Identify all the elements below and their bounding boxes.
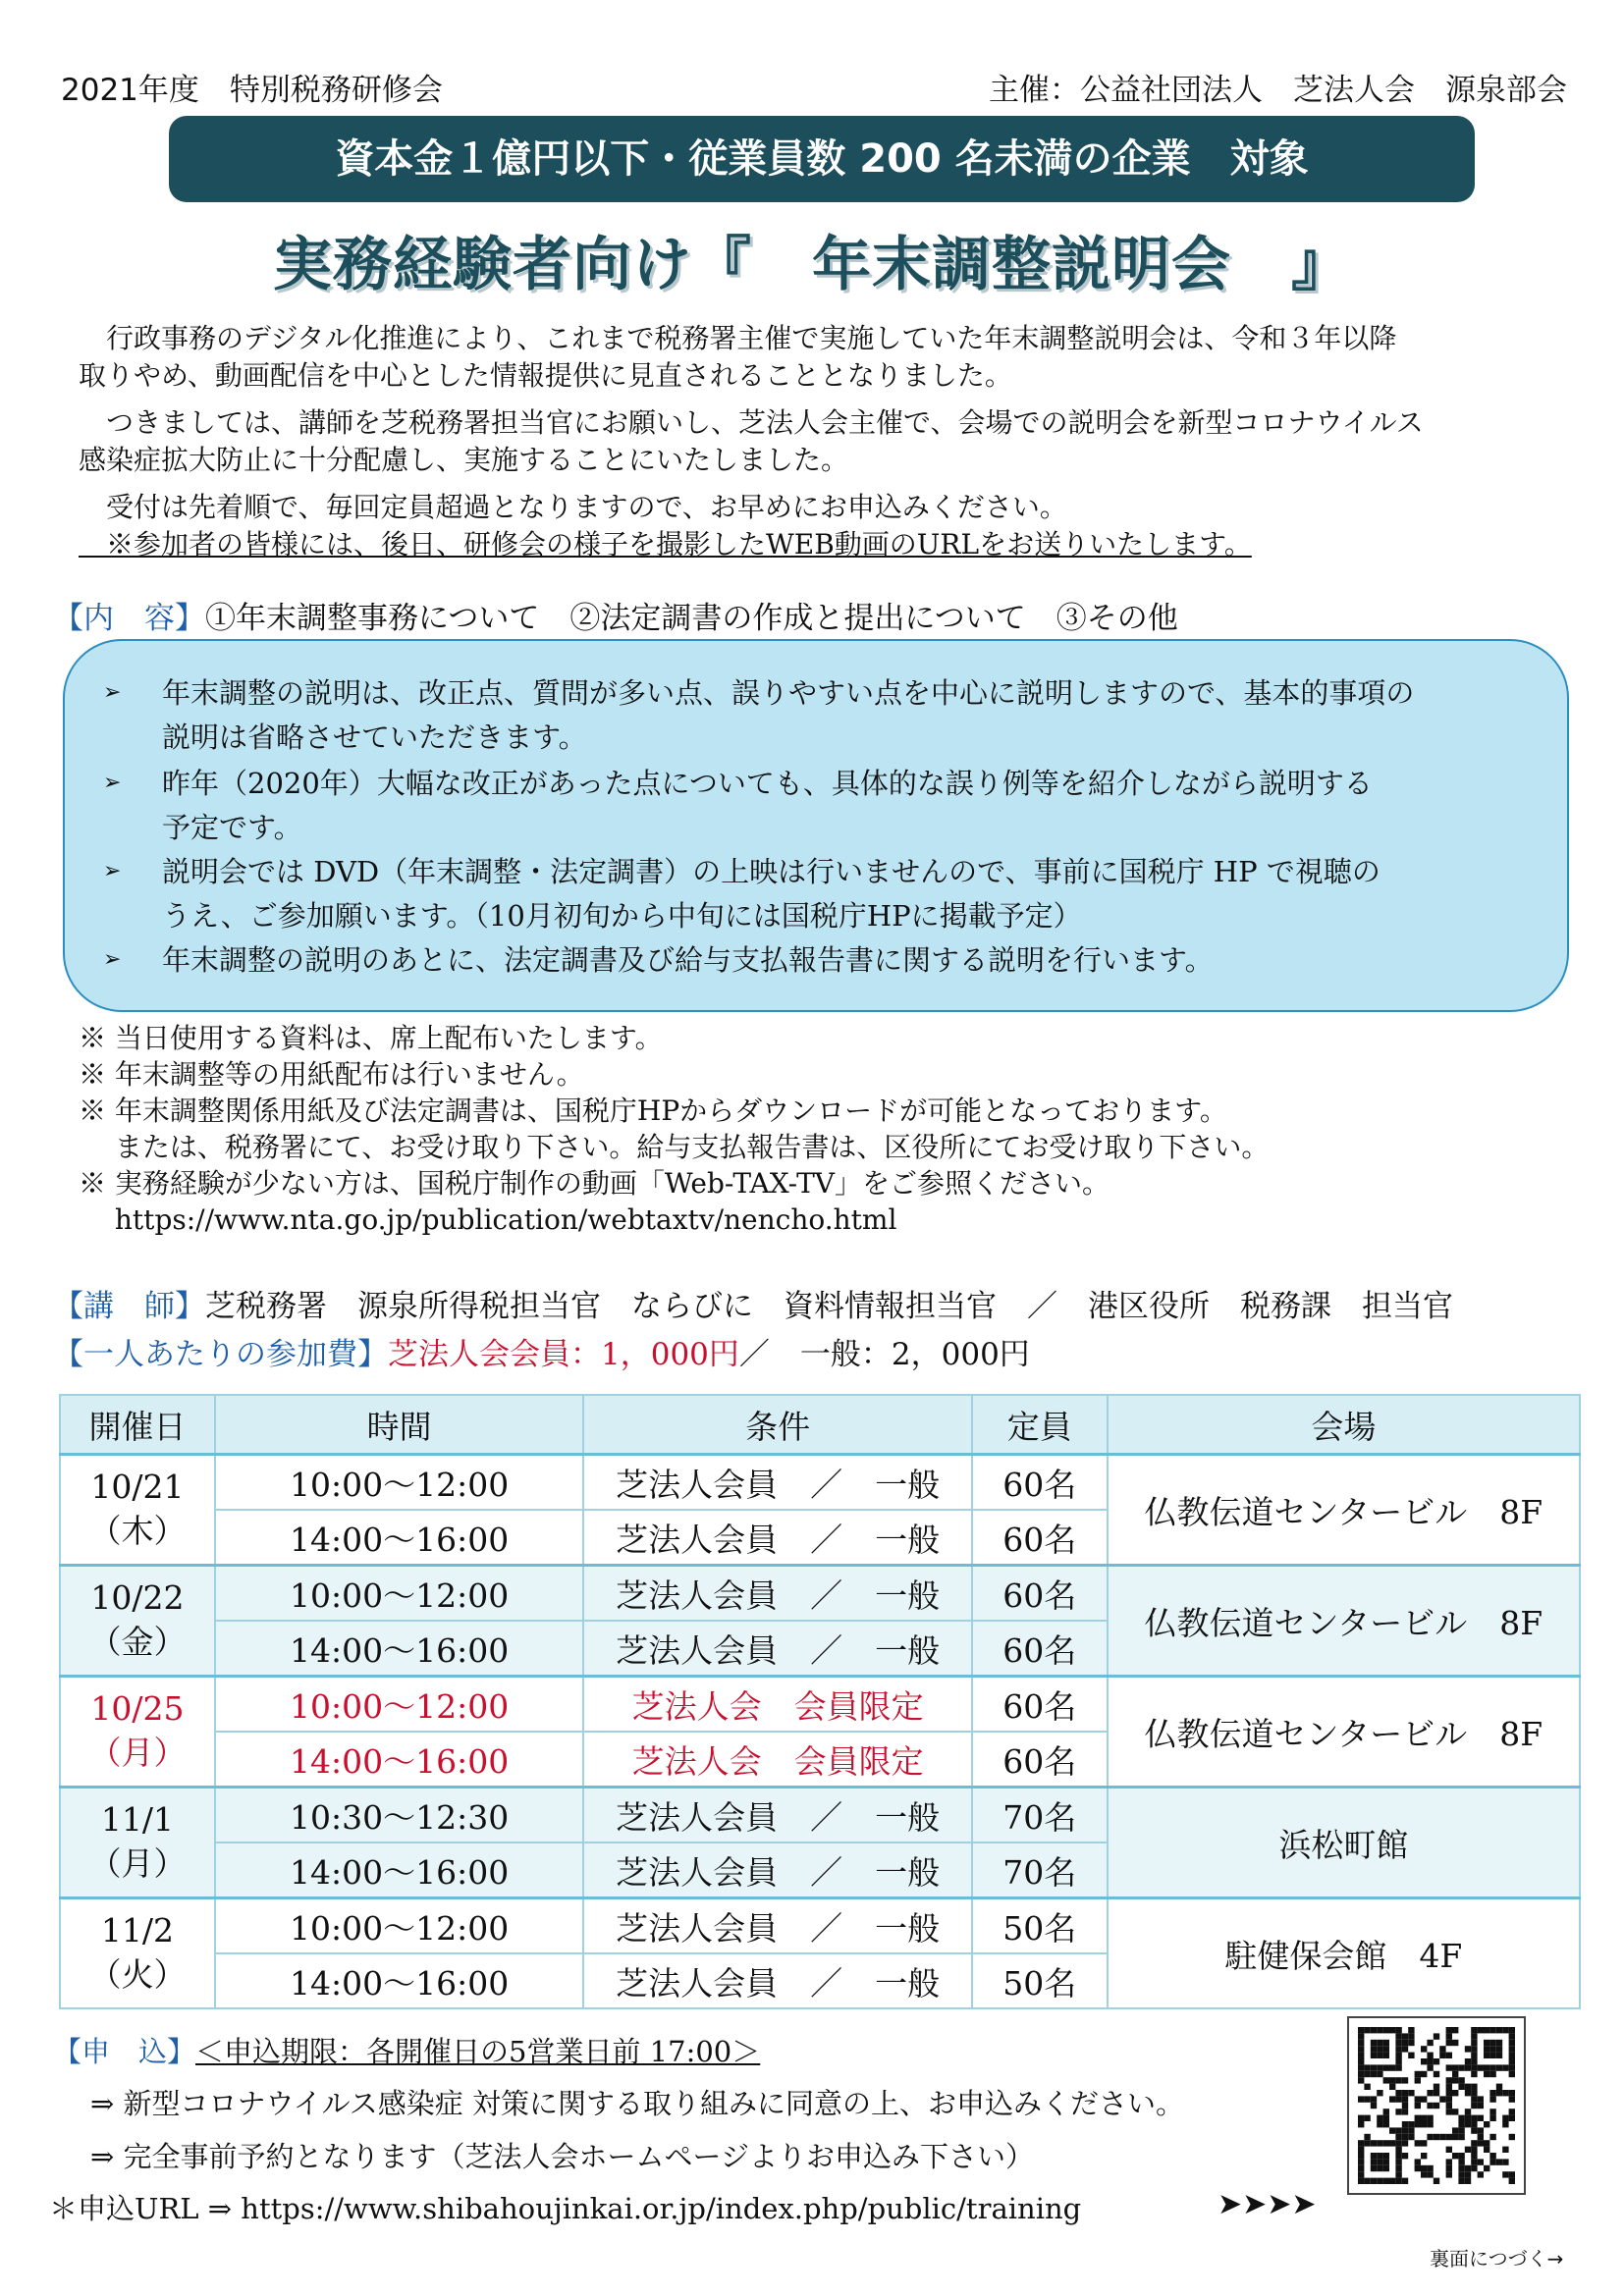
fee-member: 芝法人会会員：1，000円 (388, 1337, 739, 1372)
apply-instruction: ⇒ 完全事前予約となります（芝法人会ホームページよりお申込み下さい） (90, 2140, 1034, 2173)
intro-line: ※参加者の皆様には、後日、研修会の様子を撮影したWEB動画のURLをお送りいたします。 (79, 528, 1252, 561)
qr-code-graphic (1349, 2018, 1524, 2193)
condition-cell: 芝法人会員 ／ 一般 (583, 1510, 971, 1566)
bullet-text: 説明は省略させていただきます。 (162, 721, 587, 754)
fee-general: ／ 一般：2，000円 (738, 1337, 1030, 1372)
time-cell: 10:00～12:00 (215, 1566, 584, 1622)
capacity-cell: 60名 (972, 1566, 1108, 1622)
apply-instruction: ⇒ 新型コロナウイルス感染症 対策に関する取り組みに同意の上、お申込みください。 (90, 2087, 1184, 2120)
day-of-week: （金） (88, 1623, 187, 1661)
table-row (60, 1566, 1580, 1622)
capacity-cell: 60名 (972, 1677, 1108, 1733)
capacity-cell: 60名 (972, 1510, 1108, 1566)
bullet-text: 年末調整の説明のあとに、法定調書及び給与支払報告書に関する説明を行います。 (162, 943, 1214, 977)
fee-line (53, 1329, 1030, 1373)
note-url[interactable]: https://www.nta.go.jp/publication/webtaxtv/nencho.html (79, 1203, 897, 1236)
day-of-week: （火） (88, 1955, 187, 1994)
table-row (60, 1898, 1580, 1954)
condition-cell: 芝法人会員 ／ 一般 (583, 1566, 971, 1622)
day-of-week: （月） (88, 1844, 187, 1883)
bullet-text: うえ、ご参加願います。（10月初旬から中旬には国税庁HPに掲載予定） (162, 899, 1082, 933)
date-cell (60, 1677, 215, 1788)
lecturer-line (53, 1281, 1453, 1325)
condition-cell: 芝法人会員 ／ 一般 (583, 1898, 971, 1954)
venue-cell: 仏教伝道センタービル 8F (1108, 1566, 1580, 1677)
column-header: 時間 (215, 1395, 584, 1455)
bullet-text: 説明会では DVD（年末調整・法定調書）の上映は行いませんので、事前に国税庁 HP で視聴の (162, 855, 1380, 888)
note-line: ※ 年末調整等の用紙配布は行いません。 (79, 1058, 584, 1091)
date-cell (60, 1898, 215, 2009)
schedule-table (59, 1394, 1581, 2009)
capacity-cell: 50名 (972, 1953, 1108, 2008)
time-cell: 14:00～16:00 (215, 1732, 584, 1788)
apply-deadline: ＜申込期限：各開催日の5営業日前 17:00＞ (195, 2035, 761, 2068)
condition-cell: 芝法人会員 ／ 一般 (583, 1953, 971, 2008)
capacity-cell: 60名 (972, 1732, 1108, 1788)
arrows-decoration: ➤➤➤➤ (1218, 2187, 1317, 2221)
bullet-marker-icon: ➢ (103, 859, 122, 883)
content-text: ①年末調整事務について ②法定調書の作成と提出について ③その他 (205, 601, 1178, 636)
continued-on-back: 裏面につづく→ (1430, 2247, 1564, 2270)
capacity-cell: 60名 (972, 1455, 1108, 1511)
condition-cell: 芝法人会員 ／ 一般 (583, 1621, 971, 1677)
condition-cell: 芝法人会員 ／ 一般 (583, 1842, 971, 1898)
intro-line: つきましては、講師を芝税務署担当官にお願いし、芝法人会主催で、会場での説明会を新型コロナウイルス (79, 406, 1424, 439)
table-row (60, 1455, 1580, 1511)
bullet-marker-icon: ➢ (103, 771, 122, 795)
time-cell: 10:30～12:30 (215, 1788, 584, 1843)
venue-cell: 仏教伝道センタービル 8F (1108, 1455, 1580, 1566)
time-cell: 14:00～16:00 (215, 1510, 584, 1566)
bullet-text: 年末調整の説明は、改正点、質問が多い点、誤りやすい点を中心に説明しますので、基本的事項の (162, 676, 1415, 710)
venue-cell: 駐健保会館 4F (1108, 1898, 1580, 2009)
date-value: 11/1 (100, 1800, 174, 1839)
organizer-header: 主催：公益社団法人 芝法人会 源泉部会 (989, 73, 1567, 108)
capacity-cell: 70名 (972, 1788, 1108, 1843)
qr-code[interactable] (1347, 2016, 1526, 2195)
bullet-text: 予定です。 (162, 811, 302, 844)
time-cell: 14:00～16:00 (215, 1953, 584, 2008)
time-cell: 10:00～12:00 (215, 1898, 584, 1954)
table-row (60, 1677, 1580, 1733)
date-cell (60, 1566, 215, 1677)
column-header: 条件 (583, 1395, 971, 1455)
venue-cell: 浜松町館 (1108, 1788, 1580, 1898)
date-value: 10/22 (90, 1578, 185, 1617)
date-cell (60, 1788, 215, 1898)
capacity-cell: 70名 (972, 1842, 1108, 1898)
note-line: ※ 実務経験が少ない方は、国税庁制作の動画「Web-TAX-TV」をご参照ください。 (79, 1167, 1110, 1200)
column-header: 開催日 (60, 1395, 215, 1455)
schedule-header-row (60, 1395, 1580, 1455)
fee-label: 【一人あたりの参加費】 (53, 1337, 388, 1372)
apply-line (53, 2030, 760, 2070)
content-line (53, 593, 1178, 637)
condition-cell: 芝法人会 会員限定 (583, 1732, 971, 1788)
date-value: 10/25 (90, 1689, 185, 1728)
bullet-marker-icon: ➢ (103, 947, 122, 972)
capacity-cell: 60名 (972, 1621, 1108, 1677)
column-header: 定員 (972, 1395, 1108, 1455)
event-year-header: 2021年度 特別税務研修会 (61, 73, 443, 108)
intro-line: 行政事務のデジタル化推進により、これまで税務署主催で実施していた年末調整説明会は、令和３年以降 (79, 322, 1397, 354)
date-cell (60, 1455, 215, 1566)
day-of-week: （月） (88, 1734, 187, 1772)
condition-cell: 芝法人会 会員限定 (583, 1677, 971, 1733)
target-banner: 資本金１億円以下・従業員数 200 名未満の企業 対象 (169, 116, 1475, 202)
date-value: 10/21 (90, 1468, 185, 1506)
note-line: または、税務署にて、お受け取り下さい。給与支払報告書は、区役所にてお受け取り下さい。 (79, 1131, 1270, 1163)
capacity-cell: 50名 (972, 1898, 1108, 1954)
apply-url[interactable]: ＊申込URL ⇒ https://www.shibahoujinkai.or.jp/index.php/public/training (49, 2192, 1082, 2225)
column-header: 会場 (1108, 1395, 1580, 1455)
intro-line: 取りやめ、動画配信を中心とした情報提供に見直されることとなりました。 (79, 359, 1012, 392)
day-of-week: （木） (88, 1512, 187, 1550)
lecturer-label: 【講 師】 (53, 1289, 205, 1324)
condition-cell: 芝法人会員 ／ 一般 (583, 1455, 971, 1511)
apply-label: 【申 込】 (53, 2035, 196, 2068)
note-line: ※ 当日使用する資料は、席上配布いたします。 (79, 1022, 663, 1054)
bullet-text: 昨年（2020年）大幅な改正があった点についても、具体的な誤り例等を紹介しながら説明する (162, 767, 1373, 800)
time-cell: 10:00～12:00 (215, 1455, 584, 1511)
lecturer-text: 芝税務署 源泉所得税担当官 ならびに 資料情報担当官 ／ 港区役所 税務課 担当官 (205, 1289, 1453, 1324)
condition-cell: 芝法人会員 ／ 一般 (583, 1788, 971, 1843)
date-value: 11/2 (100, 1911, 174, 1949)
table-row (60, 1788, 1580, 1843)
note-line: ※ 年末調整関係用紙及び法定調書は、国税庁HPからダウンロードが可能となっております。 (79, 1095, 1227, 1127)
intro-line: 受付は先着順で、毎回定員超過となりますので、お早めにお申込みください。 (79, 491, 1067, 523)
venue-cell: 仏教伝道センタービル 8F (1108, 1677, 1580, 1788)
time-cell: 14:00～16:00 (215, 1621, 584, 1677)
page-title: 実務経験者向け『 年末調整説明会 』 (273, 231, 1351, 299)
intro-line: 感染症拡大防止に十分配慮し、実施することにいたしました。 (79, 444, 849, 476)
time-cell: 10:00～12:00 (215, 1677, 584, 1733)
content-label: 【内 容】 (53, 601, 205, 636)
time-cell: 14:00～16:00 (215, 1842, 584, 1898)
bullet-marker-icon: ➢ (103, 680, 122, 705)
